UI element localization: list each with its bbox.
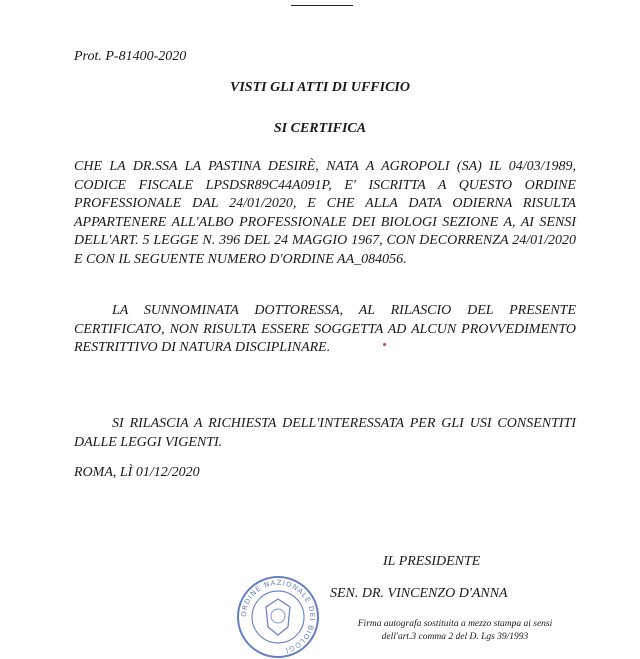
signatory-title: IL PRESIDENTE [383, 554, 481, 569]
heading-visti: VISTI GLI ATTI DI UFFICIO [230, 80, 410, 95]
signatory-name: SEN. DR. VINCENZO D'ANNA [330, 586, 508, 601]
protocol-number: Prot. P-81400-2020 [74, 49, 187, 64]
certificate-paragraph-3: SI RILASCIA A RICHIESTA DELL'INTERESSATA PER GLI USI CONSENTITI DALLE LEGGI VIGENTI. [74, 416, 576, 450]
seal-text: ORDINE NAZIONALE DEI BIOLOGI [239, 578, 317, 655]
heading-si-certifica: SI CERTIFICA [273, 121, 367, 136]
certificate-paragraph-1: CHE LA DR.SSA LA PASTINA DESIRÈ, NATA A AGROPOLI (SA) IL 04/03/1989, CODICE FISCALE LPSDSR89C44A091P, E' ISCRITTA A QUESTO ORDINE PROFESSIONALE DAL 24/01/2020, E CHE ALLA DATA ODIERNA RISULTA APPARTENERE ALL'ALBO PROFESSIONALE DEI BIOLOGI SEZIONE A, AI SENSI DELL'ART. 5 LEGGE N. 396 DEL 24 MAGGIO 1967, CON DECORRENZA 24/01/2020 E CON IL SEGUENTE NUMERO D'ORDINE AA_084056. [74, 159, 576, 267]
red-mark [383, 343, 386, 346]
certificate-paragraph-2: LA SUNNOMINATA DOTTORESSA, AL RILASCIO DEL PRESENTE CERTIFICATO, NON RISULTA ESSERE SOGGETTA AD ALCUN PROVVEDIMENTO RESTRITTIVO DI NATURA DISCIPLINARE. [74, 303, 576, 356]
signature-note: Firma autografa sostituita a mezzo stampa ai sensi dell'art.3 comma 2 del D. Lgs 39/1993 [357, 619, 553, 642]
official-seal-icon [236, 575, 320, 659]
top-rule [291, 5, 353, 6]
place-and-date: ROMA, LÌ 01/12/2020 [74, 465, 200, 480]
